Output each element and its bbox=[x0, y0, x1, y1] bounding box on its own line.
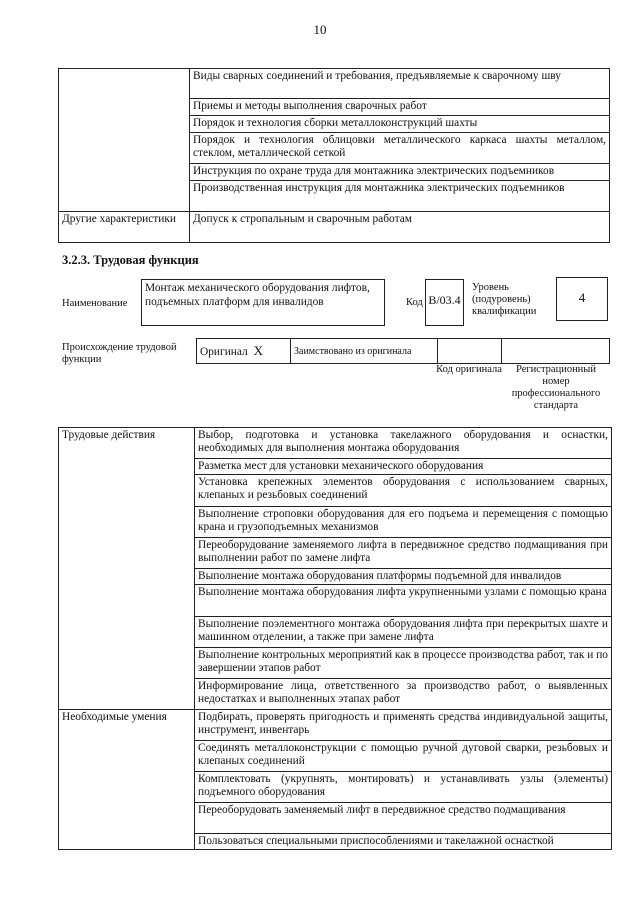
table-cell: Выполнение контрольных мероприятий как в процессе производства работ, так и по завершении этапов работ bbox=[195, 648, 612, 679]
table-cell: Порядок и технология сборки металлоконструкций шахты bbox=[190, 116, 610, 133]
table-cell: Выполнение монтажа оборудования лифта укрупненными узлами с помощью крана bbox=[195, 585, 612, 617]
labor-actions-label: Трудовые действия bbox=[59, 428, 195, 710]
table-cell-empty bbox=[59, 69, 190, 212]
reg-number-cell bbox=[502, 339, 610, 364]
section-heading: 3.2.3. Трудовая функция bbox=[62, 253, 199, 267]
table-cell: Переоборудование заменяемого лифта в передвижное средство подмащивания при выполнении работ по замене лифта bbox=[195, 538, 612, 569]
code-box bbox=[425, 279, 464, 326]
code-value: B/03.4 bbox=[428, 293, 461, 307]
table-cell: Выполнение монтажа оборудования платформы подъемной для инвалидов bbox=[195, 569, 612, 585]
table-cell: Порядок и технология облицовки металлического каркаса шахты металлом, стеклом, металлической сеткой bbox=[190, 133, 610, 164]
code-caption: Код оригинала bbox=[436, 364, 502, 375]
table-cell: Выполнение строповки оборудования для его подъема и перемещения с помощью крана и грузоподъемных механизмов bbox=[195, 507, 612, 538]
table-cell: Комплектовать (укрупнять, монтировать) и устанавливать узлы (элементы) подъемного оборудования bbox=[195, 772, 612, 803]
table-cell: Разметка мест для установки механического оборудования bbox=[195, 459, 612, 475]
table-cell: Пользоваться специальными приспособлениями и такелажной оснасткой bbox=[195, 834, 612, 850]
original-mark: X bbox=[253, 342, 263, 358]
level-value: 4 bbox=[578, 290, 586, 305]
table-cell: Выбор, подготовка и установка такелажного оборудования и оснастки, необходимых для выполнения монтажа оборудования bbox=[195, 428, 612, 459]
table-cell: Установка крепежных элементов оборудования с использованием сварных, клепаных и резьбовых соединений bbox=[195, 475, 612, 507]
table-cell: Выполнение поэлементного монтажа оборудования лифта при перекрытых шахте и машинном отделении, а также при замене лифта bbox=[195, 617, 612, 648]
skills-label: Необходимые умения bbox=[59, 710, 195, 850]
function-name-box bbox=[141, 279, 385, 326]
other-characteristics-label: Другие характеристики bbox=[59, 212, 190, 243]
borrowed-cell: Заимствовано из оригинала bbox=[291, 339, 438, 364]
table-cell: Производственная инструкция для монтажника электрических подъемников bbox=[190, 181, 610, 212]
level-box bbox=[556, 277, 608, 321]
page-number: 10 bbox=[313, 22, 327, 37]
other-characteristics-value: Допуск к стропальным и сварочным работам bbox=[190, 212, 610, 243]
original-label: Оригинал bbox=[200, 345, 248, 358]
original-code-cell bbox=[438, 339, 502, 364]
table-cell: Соединять металлоконструкции с помощью ручной дуговой сварки, резьбовых и клепаных соединений bbox=[195, 741, 612, 772]
table-cell: Подбирать, проверять пригодность и применять средства индивидуальной защиты, инструмент, инвентарь bbox=[195, 710, 612, 741]
level-label: Уровень (подуровень) квалификации bbox=[472, 282, 537, 317]
origin-table bbox=[196, 338, 610, 364]
table-cell: Информирование лица, ответственного за производство работ, о выявленных недостатках и выполненных этапах работ bbox=[195, 679, 612, 710]
table-cell: Переоборудовать заменяемый лифт в передвижное средство подмащивания bbox=[195, 803, 612, 834]
origin-label: Происхождение трудовой функции bbox=[62, 342, 177, 365]
table-cell: Виды сварных соединений и требования, предъявляемые к сварочному шву bbox=[190, 69, 610, 99]
functions-table bbox=[58, 427, 612, 850]
name-label: Наименование bbox=[62, 298, 128, 309]
original-cell bbox=[197, 339, 291, 364]
table-cell: Инструкция по охране труда для монтажника электрических подъемников bbox=[190, 164, 610, 181]
table-cell: Приемы и методы выполнения сварочных работ bbox=[190, 99, 610, 116]
reg-caption: Регистрационный номер профессионального стандарта bbox=[511, 364, 601, 411]
code-label: Код bbox=[406, 297, 423, 308]
knowledge-table bbox=[58, 68, 610, 243]
function-name: Монтаж механического оборудования лифтов, подъемных платформ для инвалидов bbox=[145, 282, 370, 308]
